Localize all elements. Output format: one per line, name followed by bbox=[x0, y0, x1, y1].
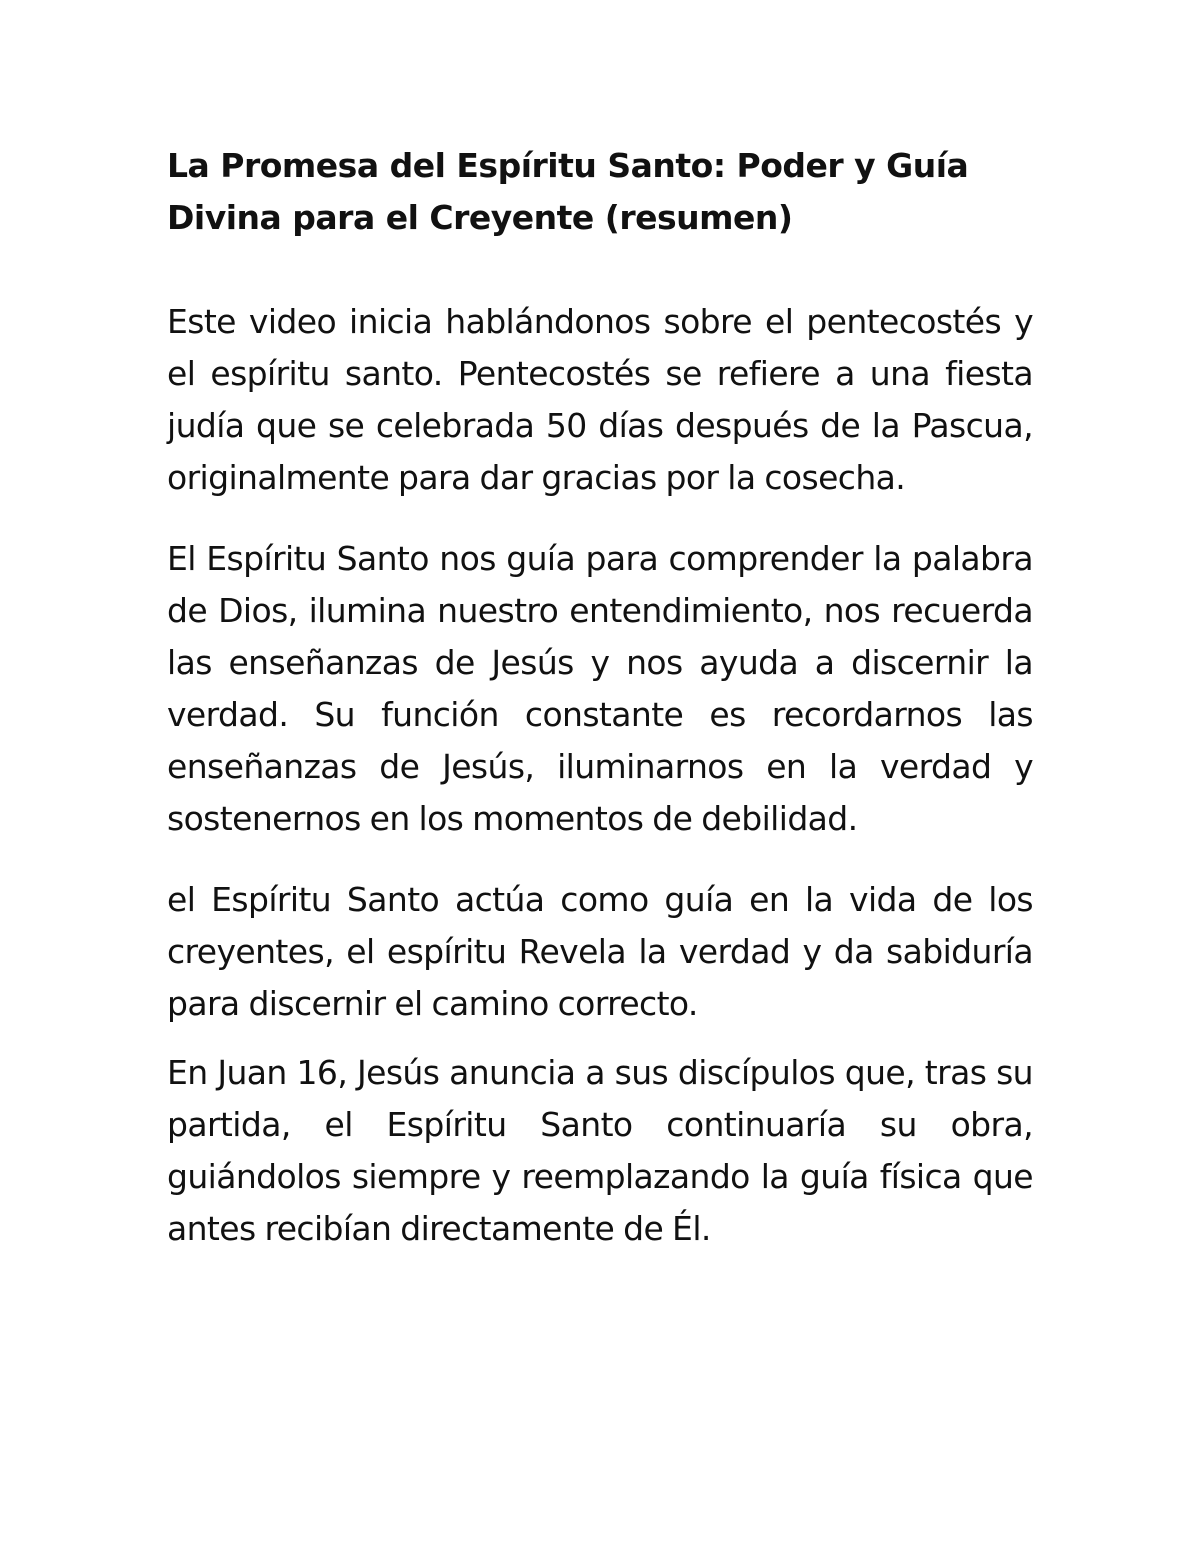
paragraph-pentecost: Este video inicia hablándonos sobre el pentecostés y el espíritu santo. Pentecostés se refiere a una fiesta judía que se celebrada 50 días después de la Pascua, originalmente para dar gracias por la cosecha. bbox=[167, 302, 1033, 497]
paragraph-john-16: En Juan 16, Jesús anuncia a sus discípulos que, tras su partida, el Espíritu Santo continuaría su obra, guiándolos siempre y reemplazando la guía física que antes recibían directamente de Él. bbox=[167, 1053, 1033, 1248]
paragraph-spirit-reveals-truth: el Espíritu Santo actúa como guía en la vida de los creyentes, el espíritu Revela la verdad y da sabiduría para discernir el camino correcto. bbox=[167, 880, 1033, 1023]
document-title: La Promesa del Espíritu Santo: Poder y Guía Divina para el Creyente (resumen) bbox=[167, 146, 969, 237]
paragraph-holy-spirit-guide: El Espíritu Santo nos guía para comprender la palabra de Dios, ilumina nuestro entendimiento, nos recuerda las enseñanzas de Jesús y nos ayuda a discernir la verdad. Su función constante es recordarnos las enseñanzas de Jesús, iluminarnos en la verdad y sostenernos en los momentos de debilidad. bbox=[167, 539, 1033, 838]
document-body bbox=[167, 140, 1033, 1255]
